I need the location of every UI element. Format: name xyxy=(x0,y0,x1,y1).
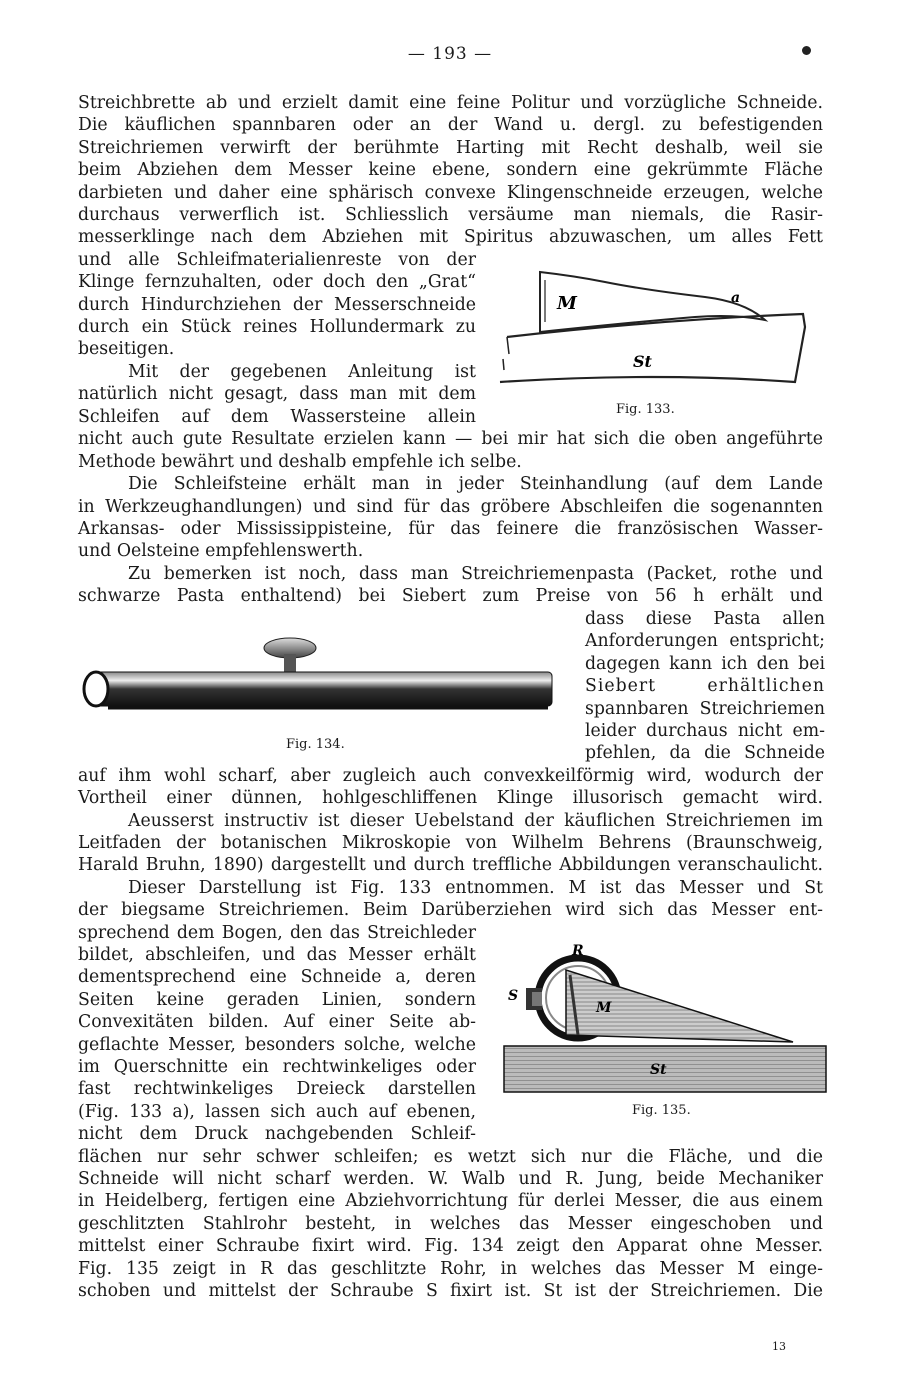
text-line: spannbaren Streichriemen xyxy=(585,699,825,719)
label-s: S xyxy=(508,988,519,1004)
text-line: leider durchaus nicht em- xyxy=(585,721,825,741)
text-line: Die Schleifsteine erhält man in jeder Steinhandlung (auf dem Lande xyxy=(128,474,823,494)
text-line: Schneide will nicht scharf werden. W. Walb und R. Jung, beide Mechaniker xyxy=(78,1169,823,1189)
text-line: Mit der gegebenen Anleitung ist xyxy=(128,362,476,382)
text-line: bildet, abschleifen, und das Messer erhält xyxy=(78,945,476,965)
label-m: M xyxy=(557,293,577,314)
figure-caption: Fig. 133. xyxy=(616,402,675,417)
text-line: durch Hindurchziehen der Messerschneide xyxy=(78,295,476,315)
text-line: natürlich nicht gesagt, dass man mit dem xyxy=(78,384,476,404)
text-line: und Oelsteine empfehlenswerth. xyxy=(78,541,364,561)
label-r: R xyxy=(572,943,584,959)
text-line: Arkansas- oder Mississippisteine, für das feinere die französischen Wasser- xyxy=(78,519,823,539)
text-line: Aeusserst instructiv ist dieser Uebelstand der käuflichen Streichriemen im xyxy=(128,811,823,831)
text-line: beseitigen. xyxy=(78,339,175,359)
text-line: Harald Bruhn, 1890) dargestellt und durch treffliche Abbildungen veranschaulicht. xyxy=(78,855,823,875)
text-line: messerklinge nach dem Abziehen mit Spiritus abzuwaschen, um alles Fett xyxy=(78,227,823,247)
text-line: dagegen kann ich den bei xyxy=(585,654,825,674)
text-line: schoben und mittelst der Schraube S fixirt ist. St ist der Streichriemen. Die xyxy=(78,1281,823,1301)
text-line: fast rechtwinkeliges Dreieck darstellen xyxy=(78,1079,476,1099)
text-line: Convexitäten bilden. Auf einer Seite ab- xyxy=(78,1012,476,1032)
text-line: auf ihm wohl scharf, aber zugleich auch convexkeilförmig wird, wodurch der xyxy=(78,766,823,786)
text-line: der biegsame Streichriemen. Beim Darüberziehen wird sich das Messer ent- xyxy=(78,900,823,920)
text-line: Leitfaden der botanischen Mikroskopie von Wilhelm Behrens (Braunschweig, xyxy=(78,833,823,853)
printer-mark-dot xyxy=(802,46,811,55)
text-line: sprechend dem Bogen, den das Streichleder xyxy=(78,923,476,943)
text-line: dass diese Pasta allen xyxy=(585,609,825,629)
label-st: St xyxy=(650,1062,667,1078)
text-line: Siebert erhältlichen xyxy=(585,676,825,696)
text-line: Methode bewährt und deshalb empfehle ich selbe. xyxy=(78,452,522,472)
text-line: und alle Schleifmaterialienreste von der xyxy=(78,250,476,270)
text-line: im Querschnitte ein rechtwinkeliges oder xyxy=(78,1057,476,1077)
text-line: durch ein Stück reines Hollundermark zu xyxy=(78,317,476,337)
text-line: Schleifen auf dem Wassersteine allein xyxy=(78,407,476,427)
text-line: nicht auch gute Resultate erzielen kann — bei mir hat sich die oben angeführte xyxy=(78,429,823,449)
text-line: Dieser Darstellung ist Fig. 133 entnommen. M ist das Messer und St xyxy=(128,878,823,898)
text-line: Zu bemerken ist noch, dass man Streichriemenpasta (Packet, rothe und xyxy=(128,564,823,584)
figure-135 xyxy=(498,940,828,1100)
text-line: durchaus verwerflich ist. Schliesslich versäume man niemals, die Rasir- xyxy=(78,205,823,225)
text-line: flächen nur sehr schwer schleifen; es wetzt sich nur die Fläche, und die xyxy=(78,1147,823,1167)
text-line: in Werkzeughandlungen) und sind für das gröbere Abschleifen die sogenannten xyxy=(78,497,823,517)
text-line: nicht dem Druck nachgebenden Schleif- xyxy=(78,1124,476,1144)
text-line: Streichbrette ab und erzielt damit eine feine Politur und vorzügliche Schneide. xyxy=(78,93,823,113)
text-line: dementsprechend eine Schneide a, deren xyxy=(78,967,476,987)
signature-mark: 13 xyxy=(772,1340,786,1353)
text-line: Streichriemen verwirft der berühmte Harting mit Recht deshalb, weil sie xyxy=(78,138,823,158)
label-st: St xyxy=(633,352,652,371)
text-line: Die käuflichen spannbaren oder an der Wand u. dergl. zu befestigenden xyxy=(78,115,823,135)
text-line: Vortheil einer dünnen, hohlgeschliffenen Klinge illusorisch gemacht wird. xyxy=(78,788,823,808)
text-line: geflachte Messer, besonders solche, welche xyxy=(78,1035,476,1055)
text-line: Seiten keine geraden Linien, sondern xyxy=(78,990,476,1010)
figure-caption: Fig. 134. xyxy=(286,737,345,752)
figure-caption: Fig. 135. xyxy=(632,1103,691,1118)
text-line: Anforderungen entspricht; xyxy=(585,631,825,651)
label-a: a xyxy=(731,290,741,306)
figure-134 xyxy=(78,628,558,728)
text-line: Klinge fernzuhalten, oder doch den „Grat“ xyxy=(78,272,476,292)
page-number: — 193 — xyxy=(407,44,493,64)
text-line: beim Abziehen dem Messer keine ebene, sondern eine gekrümmte Fläche xyxy=(78,160,823,180)
text-line: geschlitzten Stahlrohr besteht, in welches das Messer eingeschoben und xyxy=(78,1214,823,1234)
text-line: Fig. 135 zeigt in R das geschlitzte Rohr, in welches das Messer M einge- xyxy=(78,1259,823,1279)
figure-133 xyxy=(495,262,825,422)
text-line: darbieten und daher eine sphärisch convexe Klingenschneide erzeugen, welche xyxy=(78,183,823,203)
label-m: M xyxy=(596,1000,612,1016)
text-line: mittelst einer Schraube fixirt wird. Fig. 134 zeigt den Apparat ohne Messer. xyxy=(78,1236,823,1256)
text-line: pfehlen, da die Schneide xyxy=(585,743,825,763)
text-line: (Fig. 133 a), lassen sich auch auf ebenen, xyxy=(78,1102,476,1122)
text-line: in Heidelberg, fertigen eine Abziehvorrichtung für derlei Messer, die aus einem xyxy=(78,1191,823,1211)
text-line: schwarze Pasta enthaltend) bei Siebert zum Preise von 56 h erhält und xyxy=(78,586,823,606)
